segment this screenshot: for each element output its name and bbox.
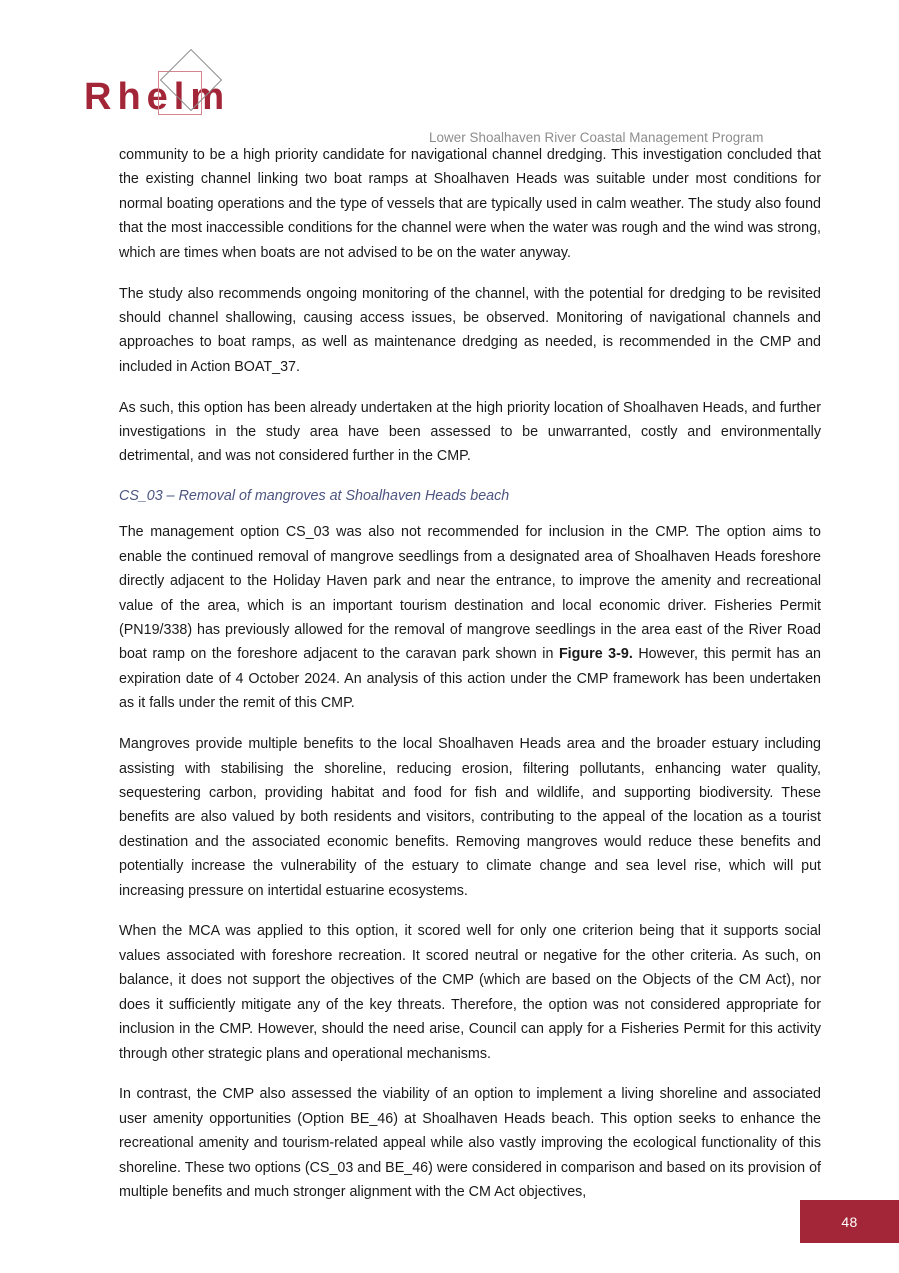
footer-page-number-box: [800, 1200, 899, 1243]
paragraph-3: As such, this option has been already undertaken at the high priority location of Shoalhaven Heads, and further investigations in the study area have been assessed to be unwarranted, costly and environmentally detrimental, and was not considered further in the CMP.: [119, 399, 821, 465]
header-document-title: Lower Shoalhaven River Coastal Management Program: [429, 130, 764, 145]
page-number: 48: [841, 1213, 858, 1230]
paragraph-5: Mangroves provide multiple benefits to the local Shoalhaven Heads area and the broader estuary including assisting with stabilising the shoreline, reducing erosion, filtering pollutants, enhancing water quality, sequestering carbon, providing habitat and food for fish and wildlife, and supporting biodiversity. These benefits are also valued by both residents and visitors, contributing to the appeal of the location as a tourist destination and the associated economic benefits. Removing mangroves would reduce these benefits and potentially increase the vulnerability of the estuary to climate change and sea level rise, which will put increasing pressure on intertidal estuarine ecosystems.: [119, 736, 821, 899]
paragraph-7: In contrast, the CMP also assessed the viability of an option to implement a living shoreline and associated user amenity opportunities (Option BE_46) at Shoalhaven Heads beach. This option seeks to enhance the recreational amenity and tourism-related appeal while also vastly improving the ecological functionality of this shoreline. These two options (CS_03 and BE_46) were considered in comparison and based on its provision of multiple benefits and much stronger alignment with the CM Act objectives,: [119, 1086, 821, 1201]
page-header: [0, 44, 899, 145]
paragraph-4-text-after-figure-ref: However, this permit has an expiration date of 4 October 2024. An analysis of this action under the CMP framework has been undertaken as it falls under the remit of this CMP.: [119, 646, 821, 712]
subheading-cs03: CS_03 – Removal of mangroves at Shoalhaven Heads beach: [119, 488, 510, 505]
paragraph-4-text-before-figure-ref: The management option CS_03 was also not recommended for inclusion in the CMP. The option aims to enable the continued removal of mangrove seedlings from a designated area of Shoalhaven Heads foreshore directly adjacent to the Holiday Haven park and near the entrance, to improve the amenity and recreational value of the area, which is an important tourism destination and local economic driver. Fisheries Permit (PN19/338) has previously allowed for the removal of mangrove seedlings in the area east of the River Road boat ramp on the foreshore adjacent to the caravan park shown in: [119, 524, 821, 663]
paragraph-1: community to be a high priority candidate for navigational channel dredging. This investigation concluded that the existing channel linking two boat ramps at Shoalhaven Heads was suitable under most conditions for normal boating operations and the type of vessels that are typically used in calm weather. The study also found that the most inaccessible conditions for the channel were when the water was rough and the wind was strong, which are times when boats are not advised to be on the water anyway.: [119, 147, 821, 261]
rhelm-logo: [84, 52, 314, 124]
document-body: [119, 143, 821, 1221]
paragraph-4: [119, 520, 821, 715]
paragraph-2: The study also recommends ongoing monitoring of the channel, with the potential for dredging to be revisited should channel shallowing, causing access issues, be observed. Monitoring of navigational channels and approaches to boat ramps, as well as maintenance dredging as needed, is recommended in the CMP and included in Action BOAT_37.: [119, 285, 821, 375]
figure-reference: Figure 3-9.: [558, 646, 633, 663]
paragraph-6: When the MCA was applied to this option, it scored well for only one criterion being that it supports social values associated with foreshore recreation. It scored neutral or negative for the other criteria. As such, on balance, it does not support the objectives of the CMP (which are based on the Objects of the CM Act), nor does it sufficiently mitigate any of the key threats. Therefore, the option was not considered appropriate for inclusion in the CMP. However, should the need arise, Council can apply for a Fisheries Permit for this activity through other strategic plans and operational mechanisms.: [119, 923, 821, 1062]
logo-wordmark: Rhelm: [84, 76, 231, 118]
